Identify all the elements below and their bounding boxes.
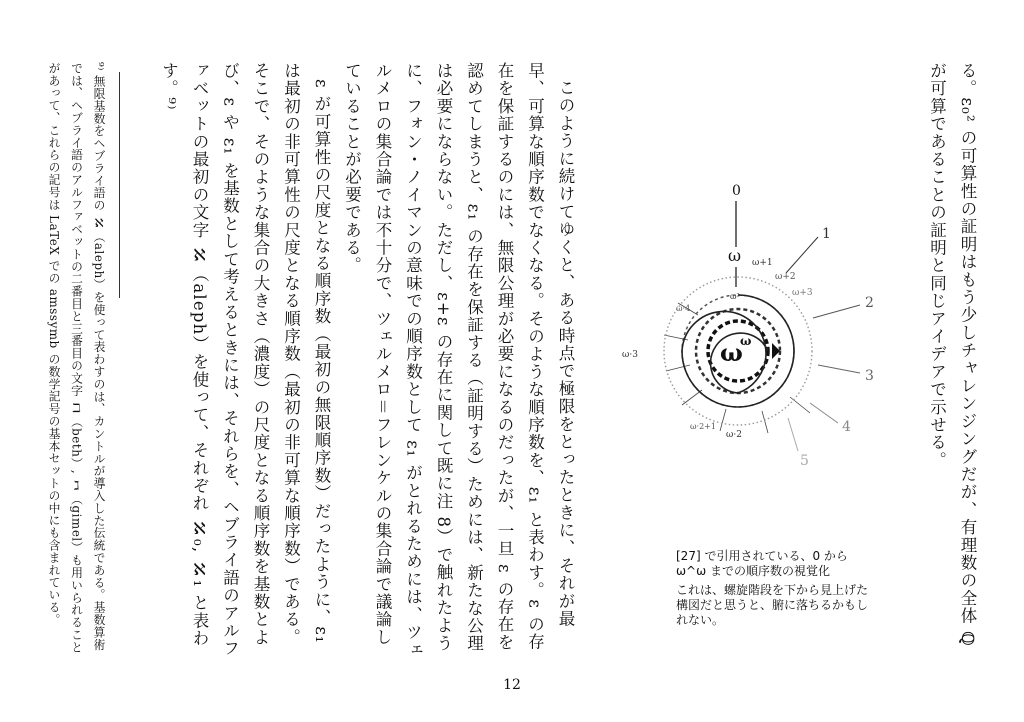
paragraph-2: ε が可算性の尺度となる順序数（最初の無限順序数）だったように、ε₁ は最初の非可算性の尺度となる順序数（最初の非可算な順序数）である。そこで、そのような集合の大きさ（濃度）の尺度となる順序数を基数とよび、ε や ε₁ を基数として考えるときには、それらを、ヘブライ語のアルファベットの最初の文字 ℵ（aleph）を使って、それぞれ ℵ₀, ℵ₁ と表わす。⁹⁾ — [159, 62, 331, 658]
tick-label-1: 1 — [822, 226, 831, 242]
tick-label-5: 5 — [800, 453, 809, 469]
footnote-text: ⁹⁾ 無限基数をヘブライ語の ℵ（aleph）を使って表わすのは、カントルが導入した伝統である。基数算術では、ヘブライ語のアルファベットの二番目と三番目の文字 ℶ（beth）, ℷ（gimel）も用いられることがあって、これらの記号は LaTeX での amssymb の数学記号の基本セットの中にも含まれている。 — [47, 62, 106, 654]
inner-label-omega-plus-1: ω+1 — [752, 258, 773, 268]
footnote-9 — [22, 62, 110, 662]
text-right: る。ε₀² の可算性の証明はもう少しチャレンジングだが、有理数の全体 ℚ が可算であることの証明と同じアイデアで示せる。 — [927, 62, 977, 647]
inner-label-omega-plus-3: ω+3 — [792, 288, 813, 298]
center-label: ω — [720, 338, 743, 367]
tick-label-4: 4 — [842, 419, 851, 435]
tick-label-2: 2 — [865, 295, 874, 311]
footnote-rule — [119, 72, 120, 298]
paragraph-1: このように続けてゆくと、ある時点で極限をとったときに、それが最早、可算な順序数でなくなる。そのような順序数を、ε₁ と表わす。ε の存在を保証するのには、無限公理が必要になるのだったが、一旦 ε の存在を認めてしまうと、ε₁ の存在を保証する（証明する）ためには、新たな公理は必要にならない。ただし、ε+ε の存在に関して既に注 8）で触れたように、フォン・ノイマンの意味での順序数として ε₁ がとれるためには、ツェルメロの集合論では不十分で、ツェルメロ＝フレンケルの集合論で議論していることが必要である。 — [342, 62, 575, 659]
inner-label-omega-times-2: ω·2 — [726, 430, 742, 440]
tick-label-3: 3 — [865, 368, 874, 384]
tick-label-0: 0 — [732, 183, 741, 199]
inner-label-omega-squared: ω² — [730, 292, 740, 301]
inner-label-omega-plus-2: ω+2 — [775, 272, 796, 282]
ordinal-spiral-figure — [620, 175, 900, 475]
inner-label-omega-times-4: ω·4 — [676, 304, 691, 313]
inner-label-omega-times-2-plus-1: ω·2+1 — [690, 422, 716, 431]
omega-label: ω — [728, 246, 742, 265]
caption-line-1: [27] で引用されている、0 から ω^ω までの順序数の視覚化 — [676, 549, 848, 578]
main-text-column-right — [920, 62, 982, 662]
caption-line-2: これは、螺旋階段を下から見上げた構図だと思うと、腑に落ちるかもしれない。 — [676, 583, 869, 627]
figure-caption — [676, 549, 876, 632]
page-number: 12 — [503, 677, 521, 693]
main-text-body — [144, 62, 580, 662]
inner-label-omega-times-3: ω·3 — [622, 350, 638, 360]
center-exponent: ω — [740, 334, 752, 348]
